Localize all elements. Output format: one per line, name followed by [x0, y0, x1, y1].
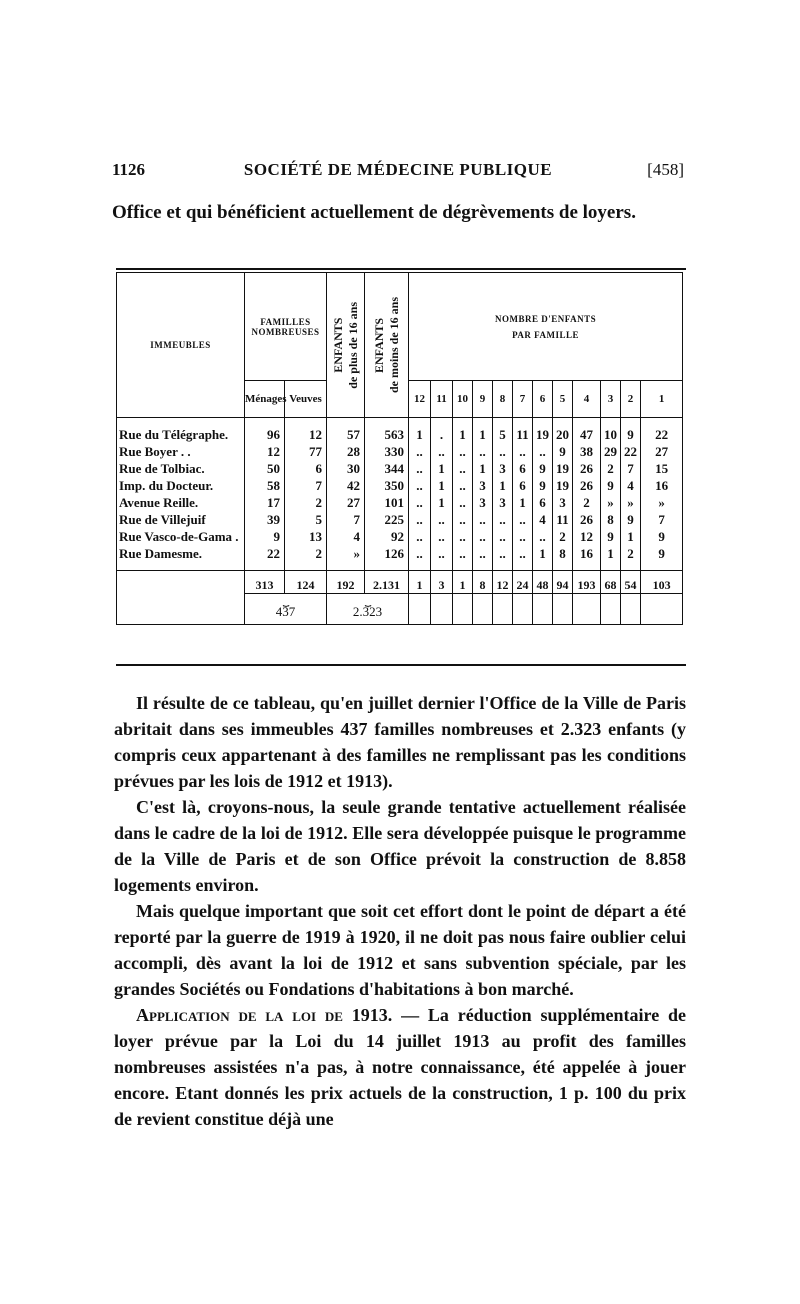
sums-row: [117, 594, 683, 625]
header-count-6: 6: [533, 381, 553, 418]
header-count-11: 11: [431, 381, 453, 418]
intro-text: Office et qui bénéficient actuellement de dégrèvements de loyers.: [112, 202, 636, 223]
paragraph-1: Il résulte de ce tableau, qu'en juillet dernier l'Office de la Ville de Paris abritait dans ses immeubles 437 familles nombreuses et 2.323 enfants (y compris ceux appartenant à des familles ne remplissant pas les conditions prévues par les lois de 1912 et 1913).: [114, 693, 686, 791]
row-dist-2: 7: [621, 460, 641, 477]
total-dist-9: 8: [473, 571, 493, 594]
row-veuves: 13: [285, 528, 327, 545]
row-dist-8: ..: [493, 545, 513, 562]
row-dist-4: 38: [573, 443, 601, 460]
row-veuves: 2: [285, 545, 327, 562]
row-menages: 17: [245, 494, 285, 511]
row-plus16: 28: [327, 443, 365, 460]
row-dist-10: 1: [453, 426, 473, 443]
total-dist-10: 1: [453, 571, 473, 594]
row-menages: 12: [245, 443, 285, 460]
table-row: [117, 426, 683, 443]
row-dist-10: ..: [453, 528, 473, 545]
row-dist-1: 22: [641, 426, 683, 443]
table-row: [117, 528, 683, 545]
header-count-2: 2: [621, 381, 641, 418]
row-menages: 9: [245, 528, 285, 545]
table-row: [117, 460, 683, 477]
row-dist-8: 1: [493, 477, 513, 494]
row-dist-2: »: [621, 494, 641, 511]
paragraph-2: C'est là, croyons-nous, la seule grande tentative actuellement réalisée dans le cadre de la loi de 1912. Elle sera développée puisque le programme de la Ville de Paris et de son Office prévoit la construction de 8.858 logements environ.: [114, 797, 686, 895]
row-dist-6: 9: [533, 477, 553, 494]
row-dist-5: 20: [553, 426, 573, 443]
header-nombre-enfants: NOMBRE D'ENFANTS PAR FAMILLE: [409, 273, 683, 381]
row-dist-8: ..: [493, 528, 513, 545]
row-dist-2: 2: [621, 545, 641, 562]
page-reference: [458]: [647, 160, 684, 179]
row-dist-1: »: [641, 494, 683, 511]
total-dist-7: 24: [513, 571, 533, 594]
row-dist-2: 22: [621, 443, 641, 460]
row-veuves: 7: [285, 477, 327, 494]
row-menages: 22: [245, 545, 285, 562]
row-veuves: 6: [285, 460, 327, 477]
row-dist-9: 1: [473, 426, 493, 443]
row-dist-5: 9: [553, 443, 573, 460]
row-plus16: »: [327, 545, 365, 562]
row-dist-12: 1: [409, 426, 431, 443]
row-name: Rue Boyer . .: [117, 443, 245, 460]
row-moins16: 101: [365, 494, 409, 511]
row-dist-3: 9: [601, 528, 621, 545]
row-name: Avenue Reille.: [117, 494, 245, 511]
total-veuves: 124: [285, 571, 327, 594]
row-dist-7: ..: [513, 528, 533, 545]
header-count-10: 10: [453, 381, 473, 418]
header-count-5: 5: [553, 381, 573, 418]
total-dist-6: 48: [533, 571, 553, 594]
row-dist-6: 9: [533, 460, 553, 477]
row-dist-3: 8: [601, 511, 621, 528]
row-menages: 39: [245, 511, 285, 528]
row-moins16: 225: [365, 511, 409, 528]
row-dist-4: 26: [573, 477, 601, 494]
row-dist-3: »: [601, 494, 621, 511]
paragraph-3: Mais quelque important que soit cet effort dont le point de départ a été reporté par la guerre de 1919 à 1920, il ne doit pas nous faire oublier celui accompli, dès avant la loi de 1912 et sans subvention spéciale, par les grandes Sociétés ou Fondations d'habitations à bon marché.: [114, 901, 686, 999]
row-name: Rue Damesme.: [117, 545, 245, 562]
row-dist-1: 9: [641, 545, 683, 562]
header-enfants-moins-16: ENFANTS de moins de 16 ans: [365, 273, 409, 418]
row-veuves: 5: [285, 511, 327, 528]
row-dist-8: ..: [493, 511, 513, 528]
table-row: [117, 511, 683, 528]
row-dist-12: ..: [409, 477, 431, 494]
row-dist-4: 16: [573, 545, 601, 562]
row-dist-9: 3: [473, 494, 493, 511]
row-dist-11: ..: [431, 443, 453, 460]
row-dist-7: 6: [513, 460, 533, 477]
row-dist-8: 3: [493, 494, 513, 511]
row-dist-2: 1: [621, 528, 641, 545]
row-moins16: 330: [365, 443, 409, 460]
row-dist-7: 11: [513, 426, 533, 443]
row-dist-11: 1: [431, 477, 453, 494]
row-dist-3: 29: [601, 443, 621, 460]
row-dist-10: ..: [453, 443, 473, 460]
total-dist-3: 68: [601, 571, 621, 594]
row-dist-3: 9: [601, 477, 621, 494]
row-dist-11: ..: [431, 511, 453, 528]
row-dist-4: 26: [573, 511, 601, 528]
row-dist-3: 10: [601, 426, 621, 443]
header-immeubles: IMMEUBLES: [117, 273, 245, 418]
row-dist-3: 1: [601, 545, 621, 562]
row-menages: 96: [245, 426, 285, 443]
row-dist-2: 9: [621, 511, 641, 528]
row-dist-9: ..: [473, 511, 493, 528]
row-dist-9: ..: [473, 545, 493, 562]
row-dist-5: 2: [553, 528, 573, 545]
header-count-8: 8: [493, 381, 513, 418]
total-dist-1: 103: [641, 571, 683, 594]
statistics-table: [116, 272, 683, 625]
section-heading: Application de la loi de 1913.: [136, 1005, 393, 1025]
row-dist-8: 3: [493, 460, 513, 477]
header-count-12: 12: [409, 381, 431, 418]
totals-row: [117, 571, 683, 594]
row-dist-7: ..: [513, 443, 533, 460]
row-dist-5: 3: [553, 494, 573, 511]
row-name: Rue de Tolbiac.: [117, 460, 245, 477]
row-menages: 50: [245, 460, 285, 477]
row-dist-6: 1: [533, 545, 553, 562]
row-plus16: 30: [327, 460, 365, 477]
row-plus16: 27: [327, 494, 365, 511]
header-enfants-plus-16: ENFANTS de plus de 16 ans: [327, 273, 365, 418]
row-dist-12: ..: [409, 545, 431, 562]
row-dist-12: ..: [409, 528, 431, 545]
row-moins16: 126: [365, 545, 409, 562]
row-name: Imp. du Docteur.: [117, 477, 245, 494]
sum-familles: ⏟ 437: [245, 594, 327, 625]
row-dist-3: 2: [601, 460, 621, 477]
row-dist-1: 16: [641, 477, 683, 494]
row-name: Rue Vasco-de-Gama .: [117, 528, 245, 545]
row-dist-6: 4: [533, 511, 553, 528]
row-dist-6: 19: [533, 426, 553, 443]
row-dist-12: ..: [409, 511, 431, 528]
header-count-3: 3: [601, 381, 621, 418]
table-bottom-rule: [116, 664, 686, 666]
total-dist-4: 193: [573, 571, 601, 594]
header-veuves: Veuves: [285, 381, 327, 418]
statistics-table-wrapper: [116, 272, 682, 664]
row-dist-11: .: [431, 426, 453, 443]
row-dist-11: ..: [431, 545, 453, 562]
total-dist-8: 12: [493, 571, 513, 594]
row-dist-5: 8: [553, 545, 573, 562]
row-plus16: 7: [327, 511, 365, 528]
page-number: 1126: [112, 160, 146, 179]
row-veuves: 77: [285, 443, 327, 460]
table-top-rule: [116, 268, 686, 270]
total-dist-12: 1: [409, 571, 431, 594]
total-dist-2: 54: [621, 571, 641, 594]
row-dist-10: ..: [453, 460, 473, 477]
row-dist-11: 1: [431, 460, 453, 477]
table-row: [117, 443, 683, 460]
row-dist-12: ..: [409, 443, 431, 460]
row-dist-12: ..: [409, 460, 431, 477]
row-dist-9: 3: [473, 477, 493, 494]
row-dist-7: 1: [513, 494, 533, 511]
row-plus16: 4: [327, 528, 365, 545]
row-dist-11: 1: [431, 494, 453, 511]
row-dist-5: 11: [553, 511, 573, 528]
table-row: [117, 545, 683, 562]
row-plus16: 57: [327, 426, 365, 443]
row-dist-7: ..: [513, 511, 533, 528]
table-body: [117, 426, 683, 562]
row-dist-7: ..: [513, 545, 533, 562]
row-dist-5: 19: [553, 477, 573, 494]
row-dist-6: ..: [533, 443, 553, 460]
sum-enfants: ⏟ 2.323: [327, 594, 409, 625]
total-moins16: 2.131: [365, 571, 409, 594]
row-dist-9: ..: [473, 443, 493, 460]
total-dist-5: 94: [553, 571, 573, 594]
header-count-9: 9: [473, 381, 493, 418]
row-dist-8: 5: [493, 426, 513, 443]
header-count-4: 4: [573, 381, 601, 418]
row-moins16: 344: [365, 460, 409, 477]
table-row: [117, 494, 683, 511]
paragraph-4-text: — La réduction supplémentaire de loyer prévue par la Loi du 14 juillet 1913 au profit des familles nombreuses assistées n'a pas, à notre connaissance, été appelée à jouer encore. Etant donnés les prix actuels de la construction, 1 p. 100 du prix de revient constitue déjà une: [114, 1005, 686, 1129]
row-dist-1: 7: [641, 511, 683, 528]
row-dist-4: 47: [573, 426, 601, 443]
running-title: SOCIÉTÉ DE MÉDECINE PUBLIQUE: [243, 160, 553, 179]
row-dist-7: 6: [513, 477, 533, 494]
total-dist-11: 3: [431, 571, 453, 594]
row-dist-10: ..: [453, 494, 473, 511]
row-dist-5: 19: [553, 460, 573, 477]
row-name: Rue de Villejuif: [117, 511, 245, 528]
row-menages: 58: [245, 477, 285, 494]
header-menages: Ménages: [245, 381, 285, 418]
row-dist-6: 6: [533, 494, 553, 511]
row-dist-10: ..: [453, 477, 473, 494]
header-count-7: 7: [513, 381, 533, 418]
row-dist-1: 9: [641, 528, 683, 545]
row-name: Rue du Télégraphe.: [117, 426, 245, 443]
row-dist-9: ..: [473, 528, 493, 545]
row-dist-10: ..: [453, 545, 473, 562]
row-dist-9: 1: [473, 460, 493, 477]
row-dist-4: 2: [573, 494, 601, 511]
header-familles: FAMILLES NOMBREUSES: [245, 273, 327, 381]
row-dist-8: ..: [493, 443, 513, 460]
row-moins16: 350: [365, 477, 409, 494]
row-dist-4: 12: [573, 528, 601, 545]
table-row: [117, 477, 683, 494]
row-dist-11: ..: [431, 528, 453, 545]
row-moins16: 92: [365, 528, 409, 545]
paragraph-4: [114, 1002, 686, 1132]
row-dist-1: 15: [641, 460, 683, 477]
row-dist-4: 26: [573, 460, 601, 477]
row-veuves: 12: [285, 426, 327, 443]
total-plus16: 192: [327, 571, 365, 594]
row-dist-6: ..: [533, 528, 553, 545]
running-header: [112, 160, 684, 182]
row-plus16: 42: [327, 477, 365, 494]
total-menages: 313: [245, 571, 285, 594]
header-count-1: 1: [641, 381, 683, 418]
row-veuves: 2: [285, 494, 327, 511]
row-dist-2: 4: [621, 477, 641, 494]
body-text: [114, 690, 686, 1132]
row-dist-1: 27: [641, 443, 683, 460]
row-dist-10: ..: [453, 511, 473, 528]
row-dist-2: 9: [621, 426, 641, 443]
row-dist-12: ..: [409, 494, 431, 511]
row-moins16: 563: [365, 426, 409, 443]
